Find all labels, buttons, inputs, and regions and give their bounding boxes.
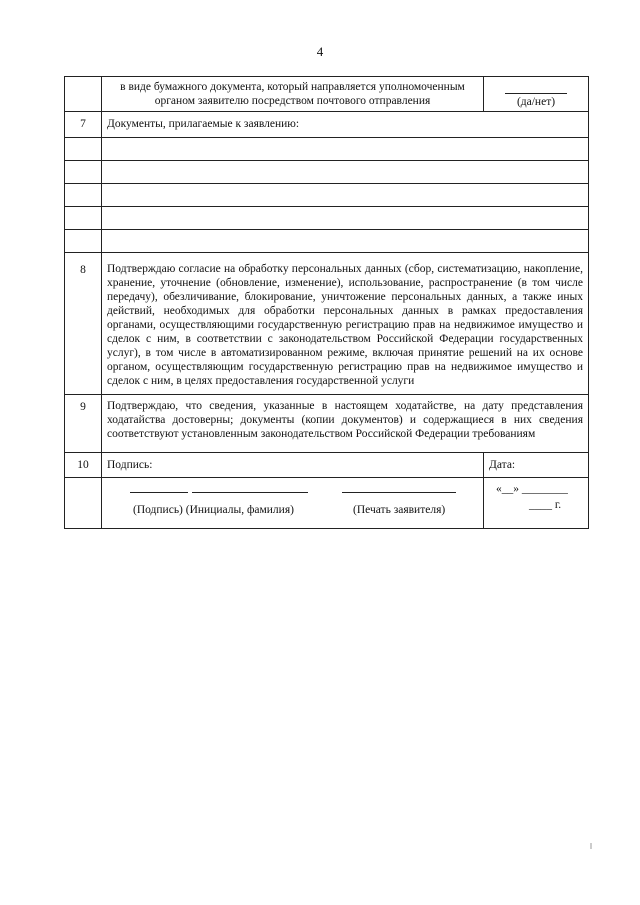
row-number: 8 (65, 253, 102, 395)
attachment-line-5[interactable] (65, 230, 589, 253)
application-form-table (64, 76, 589, 529)
row-consent (65, 253, 589, 395)
row-number-empty (65, 77, 102, 112)
scan-mark (590, 843, 592, 849)
attachment-line-4[interactable] (65, 207, 589, 230)
row-number: 10 (65, 453, 102, 478)
attachment-line-3[interactable] (65, 184, 589, 207)
row-number-empty (65, 478, 102, 529)
row-delivery-paper (65, 77, 589, 112)
attachment-line-2[interactable] (65, 161, 589, 184)
date-day-month: «__» ________ (496, 483, 568, 495)
row-signature-fields (65, 478, 589, 529)
date-year: ____ г. (529, 499, 562, 511)
confirmation-text: Подтверждаю, что сведения, указанные в настоящем ходатайстве, на дату представления ходатайства достоверны; документы (копии документов) и содержащиеся в них сведения соответствуют установленным законодательством Российской Федерации требованиям (102, 395, 589, 453)
row-confirmation (65, 395, 589, 453)
date-field[interactable] (484, 478, 588, 528)
page-number: 4 (316, 44, 324, 59)
yes-no-field[interactable] (484, 77, 589, 112)
attachments-label: Документы, прилагаемые к заявлению: (102, 112, 589, 138)
signature-line[interactable] (130, 492, 188, 493)
signature-label: Подпись: (102, 453, 484, 478)
row-number: 7 (65, 112, 102, 138)
name-line[interactable] (192, 492, 308, 493)
signature-caption: (Подпись) (Инициалы, фамилия) (133, 504, 294, 516)
consent-text: Подтверждаю согласие на обработку персональных данных (сбор, систематизацию, накопление, хранение, уточнение (обновление, изменение), использование, распространение (в том числе передачу), обезличивание, блокирование, уничтожение персональных данных, а также иных действий, необходимых для обработки персональных данных в рамках предоставления органами, осуществляющими государственную регистрацию прав на недвижимое имущество и сделок с ним, в соответствии с законодательством Российской Федерации государственных услуг), в том числе в автоматизированном режиме, включая принятие решений на их основе органом, осуществляющим государственную регистрацию прав на недвижимое имущество и сделок с ним, в целях предоставления государственной услуги (102, 253, 589, 395)
date-label: Дата: (484, 453, 589, 478)
yes-no-hint: (да/нет) (516, 96, 556, 108)
stamp-line[interactable] (342, 492, 456, 493)
delivery-option-text: в виде бумажного документа, который направляется уполномоченным органом заявителю посредством почтового отправления (120, 81, 465, 107)
row-signature (65, 453, 589, 478)
row-number: 9 (65, 395, 102, 453)
signature-fields (102, 478, 483, 528)
row-attachments (65, 112, 589, 138)
answer-line (505, 82, 567, 94)
attachment-line-1[interactable] (65, 138, 589, 161)
stamp-caption: (Печать заявителя) (353, 504, 446, 516)
